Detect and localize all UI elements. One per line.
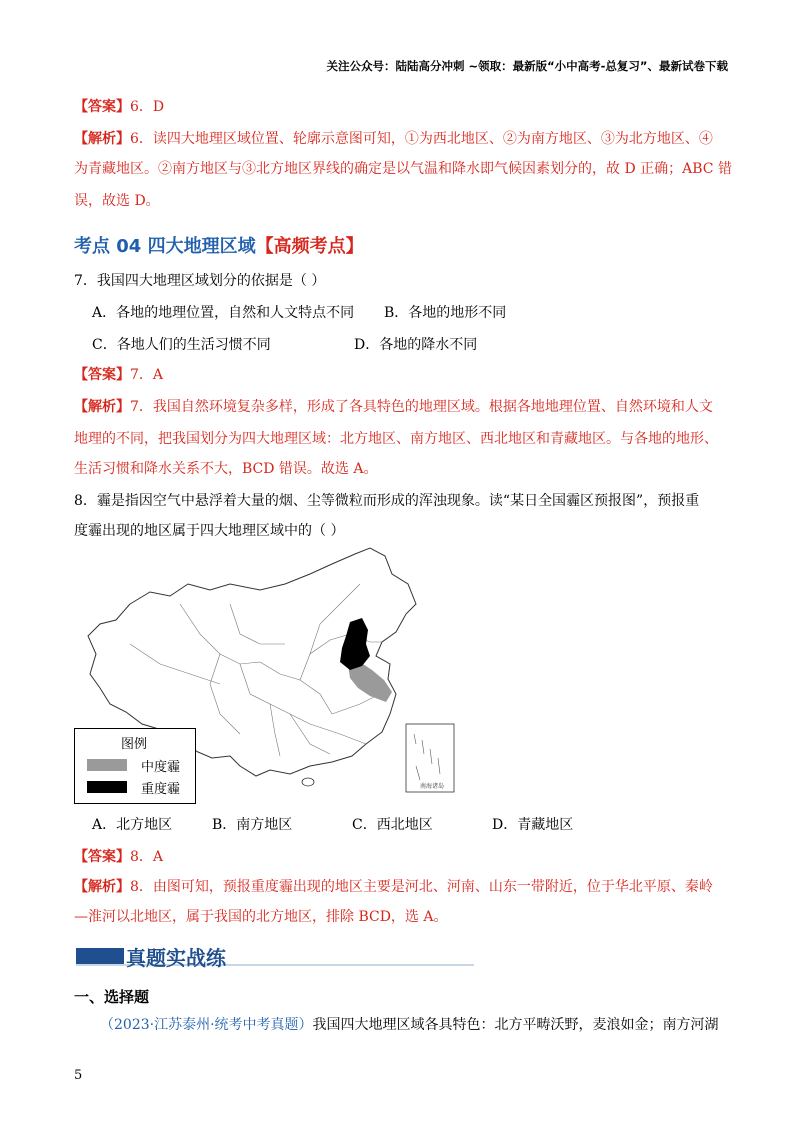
q8-answer bbox=[74, 846, 163, 868]
answer-tag: 【答案】 bbox=[74, 367, 130, 383]
q7-analysis-line-3: 生活习惯和降水关系不大，BCD 错误。故选 A。 bbox=[74, 461, 378, 477]
page-header: 关注公众号：陆陆高分冲刺 ~领取：最新版“小中高考-总复习”、最新试卷下载 bbox=[326, 59, 728, 73]
analysis-tag: 【解析】 bbox=[74, 131, 130, 147]
q8-option-a: A．北方地区 bbox=[92, 817, 173, 833]
q6-analysis-line-3: 误，故选 D。 bbox=[74, 193, 160, 209]
q8-option-c: C．西北地区 bbox=[352, 817, 433, 833]
q7-option-b: B．各地的地形不同 bbox=[384, 305, 507, 321]
analysis-text: 8．由图可知，预报重度霾出现的地区主要是河北、河南、山东一带附近，位于华北平原、秦岭 bbox=[130, 879, 713, 895]
q9-line-1 bbox=[100, 1014, 719, 1036]
section-title bbox=[74, 232, 364, 258]
q8-analysis-line-1 bbox=[74, 876, 713, 898]
q7-analysis-line-1 bbox=[74, 396, 713, 418]
legend-label-heavy: 重度霾 bbox=[141, 782, 181, 797]
q9-text: 我国四大地理区域各具特色：北方平畴沃野，麦浪如金；南方河湖 bbox=[312, 1017, 719, 1033]
answer-text: 7．A bbox=[130, 367, 164, 383]
q8-stem-line-2: 度霾出现的地区属于四大地理区域中的（ ） bbox=[74, 523, 345, 539]
q7-option-a: A．各地的地理位置，自然和人文特点不同 bbox=[92, 305, 355, 321]
answer-text: 8．A bbox=[130, 849, 164, 865]
analysis-text: 7．我国自然环境复杂多样，形成了各具特色的地理区域。根据各地地理位置、自然环境和人文 bbox=[130, 399, 713, 415]
answer-tag: 【答案】 bbox=[74, 99, 130, 115]
banner-bar bbox=[76, 948, 124, 964]
part-one-title: 一、选择题 bbox=[74, 988, 150, 1006]
q6-answer bbox=[74, 96, 164, 118]
q7-option-c: C．各地人们的生活习惯不同 bbox=[92, 337, 271, 353]
q7-option-d: D．各地的降水不同 bbox=[354, 337, 478, 353]
legend-swatch-moderate bbox=[87, 759, 127, 771]
legend-title: 图例 bbox=[121, 737, 148, 752]
q8-option-b: B．南方地区 bbox=[212, 817, 293, 833]
q7-stem: 7．我国四大地理区域划分的依据是（ ） bbox=[74, 273, 326, 289]
q8-option-d: D．青藏地区 bbox=[492, 817, 574, 833]
banner-title: 真题实战练 bbox=[126, 946, 226, 970]
q7-analysis-line-2: 地理的不同，把我国划分为四大地理区域：北方地区、南方地区、西北地区和青藏地区。与各地的地形、 bbox=[74, 431, 718, 447]
map-legend bbox=[74, 728, 196, 804]
section-tag: 【高频考点】 bbox=[255, 236, 364, 257]
hainan-island bbox=[302, 778, 314, 786]
q6-analysis-line-1 bbox=[74, 128, 713, 150]
section-title-text: 考点 04 四大地理区域 bbox=[74, 236, 256, 257]
answer-text: 6．D bbox=[130, 99, 165, 115]
legend-swatch-heavy bbox=[87, 781, 127, 793]
inset-label: 南海诸岛 bbox=[420, 783, 445, 790]
south-china-sea-inset bbox=[406, 724, 454, 792]
q8-analysis-line-2: —淮河以北地区，属于我国的北方地区，排除 BCD，选 A。 bbox=[74, 909, 448, 925]
analysis-tag: 【解析】 bbox=[74, 399, 130, 415]
page-number: 5 bbox=[74, 1068, 83, 1083]
q8-stem-line-1: 8．霾是指因空气中悬浮着大量的烟、尘等微粒而形成的浑浊现象。读“某日全国霾区预报图”，预报重 bbox=[74, 493, 700, 509]
q6-analysis-line-2: 为青藏地区。②南方地区与③北方地区界线的确定是以气温和降水即气候因素划分的，故 D 正确；ABC 错 bbox=[74, 161, 732, 177]
analysis-tag: 【解析】 bbox=[74, 879, 130, 895]
analysis-text: 6．读四大地理区域位置、轮廓示意图可知，①为西北地区、②为南方地区、③为北方地区、④ bbox=[130, 131, 713, 147]
q9-source: （2023·江苏泰州·统考中考真题） bbox=[100, 1017, 313, 1033]
q7-answer bbox=[74, 364, 163, 386]
answer-tag: 【答案】 bbox=[74, 849, 130, 865]
legend-label-moderate: 中度霾 bbox=[141, 760, 181, 775]
practice-banner bbox=[76, 942, 474, 970]
